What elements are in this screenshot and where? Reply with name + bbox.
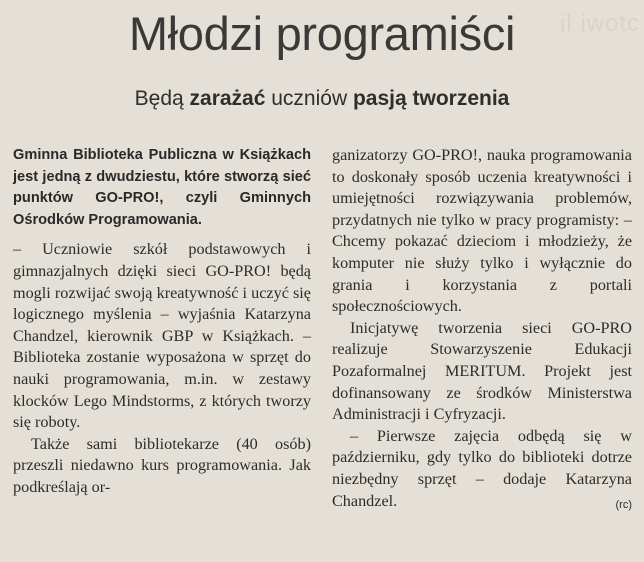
bleed-through-text: il iwotc (559, 10, 640, 37)
subtitle-bold-1: zarażać (189, 87, 266, 110)
article-subtitle (0, 84, 644, 114)
right-paragraph-2: Inicjatywę tworzenia sieci GO-PRO realizuje Stowarzyszenie Edukacji Pozaformalnej MERITUM. Projekt jest dofinansowany ze środków Ministerstwa Administracji i Cyfryzacji. (332, 318, 632, 424)
subtitle-bold-2: pasją tworzenia (352, 87, 510, 110)
right-column (332, 145, 632, 516)
right-paragraph-3 (332, 426, 632, 512)
right-paragraph-1: ganizatorzy GO-PRO!, nauka programowania to doskonały sposób uczenia kreatywności i umiejętności rozwiązywania problemów, przydatnych nie tylko w pracy programisty: – Chcemy pokazać dzieciom i młodzieży, że komputer nie służy tylko i wyłącznie do grania i korzystania z portali społecznościowych. (332, 146, 632, 316)
article-title: Młodzi programiści (128, 7, 516, 60)
article-lead: Gminna Biblioteka Publiczna w Książkach jest jedną z dwudziestu, które stworzą sieć punktów GO-PRO!, czyli Gminnych Ośrodków Programowania. (13, 147, 311, 228)
right-paragraph-3-text: – Pierwsze zajęcia odbędą się w październiku, gdy tylko do biblioteki dotrze niezbędny sprzęt – dodaje Katarzyna Chandzel. (332, 426, 632, 510)
author-signature: (rc) (615, 498, 632, 511)
left-paragraph-2: Także sami bibliotekarze (40 osób) przeszli niedawno kurs programowania. Jak podkreślają or- (13, 434, 311, 496)
subtitle-part-1: Będą (134, 87, 190, 110)
subtitle-part-2: uczniów (265, 87, 353, 110)
left-column (13, 145, 311, 499)
left-paragraph-1: – Uczniowie szkół podstawowych i gimnazjalnych dzięki sieci GO-PRO! będą mogli rozwijać swoją kreatywność i uczyć się logicznego myślenia – wyjaśnia Katarzyna Chandzel, kierownik GBP w Książkach. – Biblioteka zostanie wyposażona w sprzęt do nauki programowania, m.in. w zestawy klocków Lego Mindstorms, z których tworzy się roboty. (13, 240, 311, 432)
